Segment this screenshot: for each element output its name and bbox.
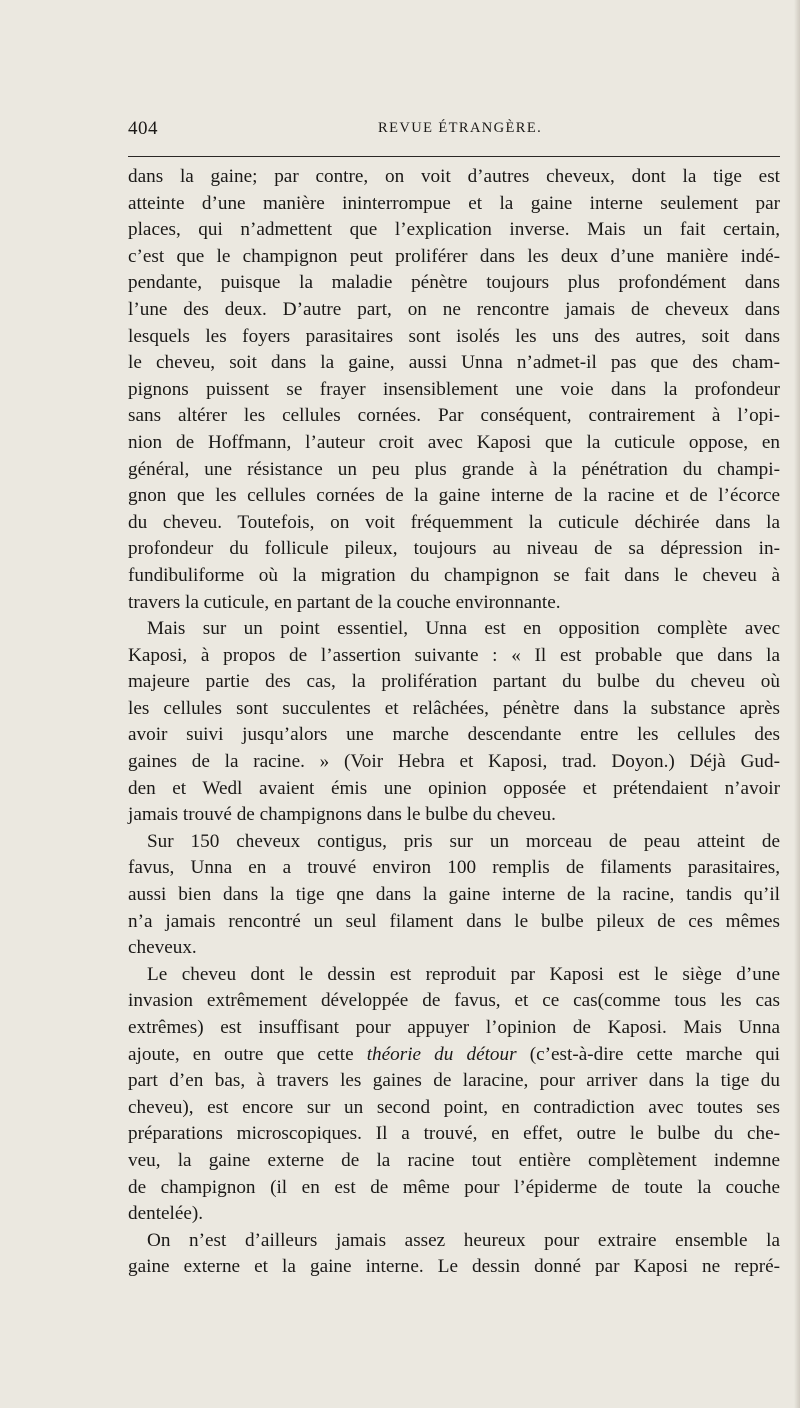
text-line: les cellules sont succulentes et relâchées, pénètre dans la substance après xyxy=(128,697,780,719)
paragraph-end-line: dentelée). xyxy=(128,1203,204,1225)
text-line: majeure partie des cas, la prolifération partant du bulbe du cheveu où xyxy=(128,671,780,693)
text-line: gaine externe et la gaine interne. Le dessin donné par Kaposi ne repré- xyxy=(128,1256,780,1278)
text-line: fundibuliforme où la migration du champignon se fait dans le cheveu à xyxy=(128,564,780,586)
text-line: c’est que le champignon peut proliférer dans les deux d’une manière indé- xyxy=(128,245,780,267)
text-line: pendante, puisque la maladie pénètre toujours plus profondément dans xyxy=(128,272,780,294)
text-line: le cheveu, soit dans la gaine, aussi Unna n’admet-il pas que des cham- xyxy=(128,352,780,374)
page-edge-shadow xyxy=(794,0,800,1408)
text-line: nion de Hoffmann, l’auteur croit avec Kaposi que la cuticule oppose, en xyxy=(128,431,780,453)
text-line: veu, la gaine externe de la racine tout entière complètement indemne xyxy=(128,1149,780,1171)
text-line: du cheveu. Toutefois, on voit fréquemment la cuticule déchirée dans la xyxy=(128,511,780,533)
paragraph-start-line: Mais sur un point essentiel, Unna est en opposition complète avec xyxy=(147,618,780,640)
text-line: de champignon (il en est de même pour l’épiderme de toute la couche xyxy=(128,1176,780,1198)
text-line: cheveu), est encore sur un second point, en contradiction avec toutes ses xyxy=(128,1096,780,1118)
text-line: n’a jamais rencontré un seul filament dans le bulbe pileux de ces mêmes xyxy=(128,910,780,932)
text-line: lesquels les foyers parasitaires sont isolés les uns des autres, soit dans xyxy=(128,325,780,347)
text-line: sans altérer les cellules cornées. Par conséquent, contrairement à l’opi- xyxy=(128,405,780,427)
text-line: atteinte d’une manière ininterrompue et la gaine interne seulement par xyxy=(128,192,780,214)
paragraph-start-line: Sur 150 cheveux contigus, pris sur un morceau de peau atteint de xyxy=(147,830,780,852)
text-line: général, une résistance un peu plus grande à la pénétration du champi- xyxy=(128,458,780,480)
text-line: profondeur du follicule pileux, toujours au niveau de sa dépression in- xyxy=(128,538,780,560)
text-line: places, qui n’admettent que l’explication inverse. Mais un fait certain, xyxy=(128,219,780,241)
text-line-with-italic xyxy=(128,1042,780,1069)
header-rule xyxy=(128,156,780,157)
text-segment: ajoute, en outre que cette xyxy=(128,1043,354,1065)
page-header xyxy=(128,118,778,140)
text-line: gaines de la racine. » (Voir Hebra et Kaposi, trad. Doyon.) Déjà Gud- xyxy=(128,751,780,773)
paragraph-end-line: jamais trouvé de champignons dans le bulbe du cheveu. xyxy=(128,804,556,826)
text-line: dans la gaine; par contre, on voit d’autres cheveux, dont la tige est xyxy=(128,166,780,187)
paragraph-end-line: travers la cuticule, en partant de la couche environnante. xyxy=(128,591,561,613)
text-line: pignons puissent se frayer insensiblement une voie dans la profondeur xyxy=(128,378,780,400)
body-text xyxy=(128,164,780,1281)
text-line: part d’en bas, à travers les gaines de laracine, pour arriver dans la tige du xyxy=(128,1070,780,1092)
text-line: extrêmes) est insuffisant pour appuyer l’opinion de Kaposi. Mais Unna xyxy=(128,1017,780,1038)
text-line: invasion extrêmement développée de favus, et ce cas(comme tous les cas xyxy=(128,990,780,1012)
text-line: l’une des deux. D’autre part, on ne rencontre jamais de cheveux dans xyxy=(128,298,780,320)
paragraph-end-line: cheveux. xyxy=(128,937,197,959)
text-line: avoir suivi jusqu’alors une marche descendante entre les cellules des xyxy=(128,724,780,746)
page-number: 404 xyxy=(128,118,158,139)
text-line: préparations microscopiques. Il a trouvé, en effet, outre le bulbe du che- xyxy=(128,1123,780,1145)
paragraph-start-line: On n’est d’ailleurs jamais assez heureux pour extraire ensemble la xyxy=(147,1229,780,1251)
text-line: aussi bien dans la tige qne dans la gaine interne de la racine, tandis qu’il xyxy=(128,884,780,906)
text-line: Kaposi, à propos de l’assertion suivante : « Il est probable que dans la xyxy=(128,644,780,666)
text-line: den et Wedl avaient émis une opinion opposée et prétendaient n’avoir xyxy=(128,777,780,799)
paragraph-start-line: Le cheveu dont le dessin est reproduit par Kaposi est le siège d’une xyxy=(147,963,780,985)
italic-phrase: théorie du détour xyxy=(366,1043,517,1065)
text-line: favus, Unna en a trouvé environ 100 remplis de filaments parasitaires, xyxy=(128,857,780,879)
running-title: REVUE ÉTRANGÈRE. xyxy=(378,120,543,136)
text-segment: (c’est-à-dire cette marche qui xyxy=(529,1043,780,1065)
text-line: gnon que les cellules cornées de la gaine interne de la racine et de l’écorce xyxy=(128,485,780,507)
